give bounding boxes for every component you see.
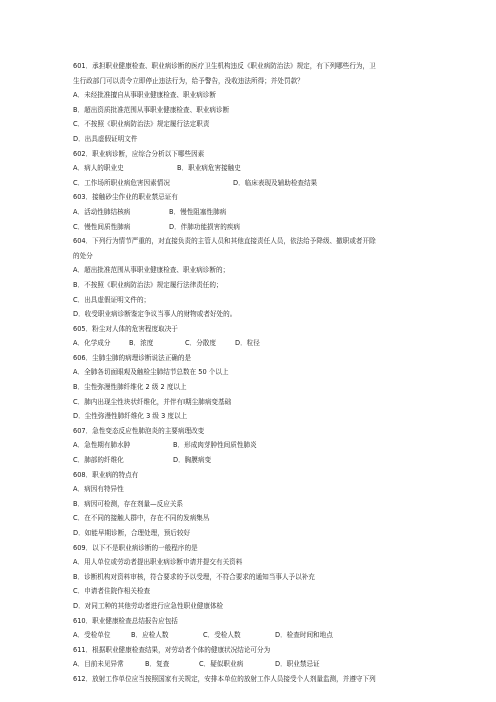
question-611-stem: 611．根据职业健康检查结果，对劳动者个体的健康状况结论可分为 <box>73 645 271 654</box>
question-601-option-c: C．不按照《职业病防治法》规定履行法定职责 <box>73 120 210 129</box>
question-601-option-d: D．出具虚假证明文件 <box>73 134 138 143</box>
question-603-option-d: D．伴肺功能损害的疾病 <box>169 222 241 231</box>
question-list <box>73 59 423 687</box>
question-603-option-a: A．活动性肺结核病 <box>73 207 131 216</box>
question-603-option-b: B．慢性阻塞性肺病 <box>169 207 227 216</box>
question-607-option-b: B．形成肉芽肿性间质性肺炎 <box>173 441 257 450</box>
question-607-stem: 607．急性变态反应性肺泡炎的主要病理改变 <box>73 426 205 435</box>
question-602-options-row-2 <box>73 176 423 191</box>
question-606-option-c: C．肺内出现尘性块状纤维化，并伴有Ⅰ期尘肺病变基础 <box>73 397 232 406</box>
question-612-stem: 612．放射工作单位应当按照国家有关规定，安排本单位的放射工作人员接受个人剂量监测，并遵守下列 <box>73 674 376 683</box>
question-609-option-a: A．用人单位或劳动者提出职业病诊断申请并提交有关资料 <box>73 558 243 567</box>
question-611-option-d: D．职业禁忌证 <box>275 660 320 669</box>
question-601-stem-line-1: 601．承担职业健康检查、职业病诊断的医疗卫生机构违反《职业病防治法》规定，有下列哪些行为，卫 <box>73 62 376 70</box>
question-602-option-a: A．病人的职业史 <box>73 164 124 173</box>
question-611-option-b: B．复查 <box>145 660 170 669</box>
question-607-options-row-1 <box>73 438 423 453</box>
question-603-option-c: C．慢性间质性肺病 <box>73 222 131 231</box>
question-611-options-row <box>73 657 423 672</box>
question-601-option-b: B．超出资质批准范围从事职业健康检查、职业病诊断 <box>73 105 230 114</box>
question-610-option-b: B．应检人数 <box>131 631 169 640</box>
question-610-options-row <box>73 628 423 643</box>
question-609-stem: 609．以下不是职业病诊断的一般程序的是 <box>73 543 198 552</box>
question-605-options-row <box>73 336 423 351</box>
question-602-option-d: D．临床表现及辅助检查结果 <box>233 178 318 187</box>
question-603-options-row-2 <box>73 220 423 235</box>
question-601-option-a: A．未经批准擅自从事职业健康检查、职业病诊断 <box>73 91 216 100</box>
question-602-options-row-1 <box>73 161 423 176</box>
question-606-stem: 606．尘肺尘肺的病理诊断说法正确的是 <box>73 353 192 362</box>
question-609-option-b: B．诊断机构对资料审核，符合要求的予以受理，不符合要求的通知当事人予以补充 <box>73 572 315 581</box>
question-605-option-b: B．浓度 <box>129 339 154 348</box>
question-610-option-c: C．受检人数 <box>203 631 241 640</box>
question-602-option-c: C．工作场所职业病危害因素情况 <box>73 178 170 187</box>
question-601-stem-line-2: 生行政部门可以责令立即停止违法行为，给予警告，没收违法所得；并处罚款？ <box>73 76 304 85</box>
question-605-option-a: A．化学成分 <box>73 339 111 348</box>
question-610-option-d: D．检查时间和地点 <box>275 631 333 640</box>
question-606-option-d: D．尘性弥漫性肺纤维化 3 级 3 度以上 <box>73 412 188 421</box>
question-605-option-d: D．粒径 <box>235 339 260 348</box>
question-602-stem: 602．职业病诊断，应综合分析以下哪些因素 <box>73 149 205 158</box>
question-609-option-d: D．对同工种的其他劳动者进行应急性职业健康体检 <box>73 601 224 610</box>
question-608-option-d: D．如能早期诊断，合理处理，预后较好 <box>73 529 191 537</box>
question-607-option-d: D．胸膜病变 <box>173 456 212 465</box>
question-604-option-b: B．不按照《职业病防治法》规定履行法律责任的； <box>73 280 223 289</box>
question-608-stem: 608．职业病的特点有 <box>73 470 139 479</box>
question-607-options-row-2 <box>73 453 423 468</box>
question-603-options-row-1 <box>73 205 423 220</box>
question-602-option-b: B．职业病危害接触史 <box>177 164 241 173</box>
question-611-option-c: C．疑似职业病 <box>199 660 244 669</box>
question-604-option-d: D．收受职业病诊断鉴定争议当事人的财物或者好处的。 <box>73 310 237 319</box>
question-604-option-a: A．超出批准范围从事职业健康检查、职业病诊断的； <box>73 266 230 275</box>
question-608-option-a: A．病因有特异性 <box>73 485 124 494</box>
question-605-option-c: C．分散度 <box>185 339 216 348</box>
question-607-option-a: A．急性期有肺水肿 <box>73 441 131 450</box>
question-604-stem-line-2: 的处分 <box>73 251 93 260</box>
question-608-option-b: B．病因可检测，存在剂量—反应关系 <box>73 499 184 508</box>
question-604-option-c: C．出具虚假证明文件的； <box>73 295 151 304</box>
question-609-option-c: C．申请者住院作相关检查 <box>73 587 151 596</box>
question-608-option-c: C．在不同的接触人群中，存在不同的发病集丛 <box>73 514 210 523</box>
question-603-stem: 603．接触砂尘作业的职业禁忌证有 <box>73 193 178 202</box>
question-607-option-c: C．肺部的纤维化 <box>73 456 124 465</box>
question-610-option-a: A．受检单位 <box>73 631 111 640</box>
question-606-option-b: B．尘性弥漫性肺纤维化 2 级 2 度以上 <box>73 383 187 392</box>
question-604-stem-line-1: 604．下列行为情节严重的，对直接负责的主管人员和其他直接责任人员，依法给予降级、撤职或者开除 <box>73 237 376 246</box>
question-605-stem: 605．粉尘对人体的危害程度取决于 <box>73 324 178 333</box>
question-611-option-a: A．目前未见异常 <box>73 660 124 669</box>
question-606-option-a: A．全肺各切面眼观及触检尘肺结节总数在 50 个以上 <box>73 368 229 377</box>
question-610-stem: 610．职业健康检查总结报告应包括 <box>73 616 178 625</box>
